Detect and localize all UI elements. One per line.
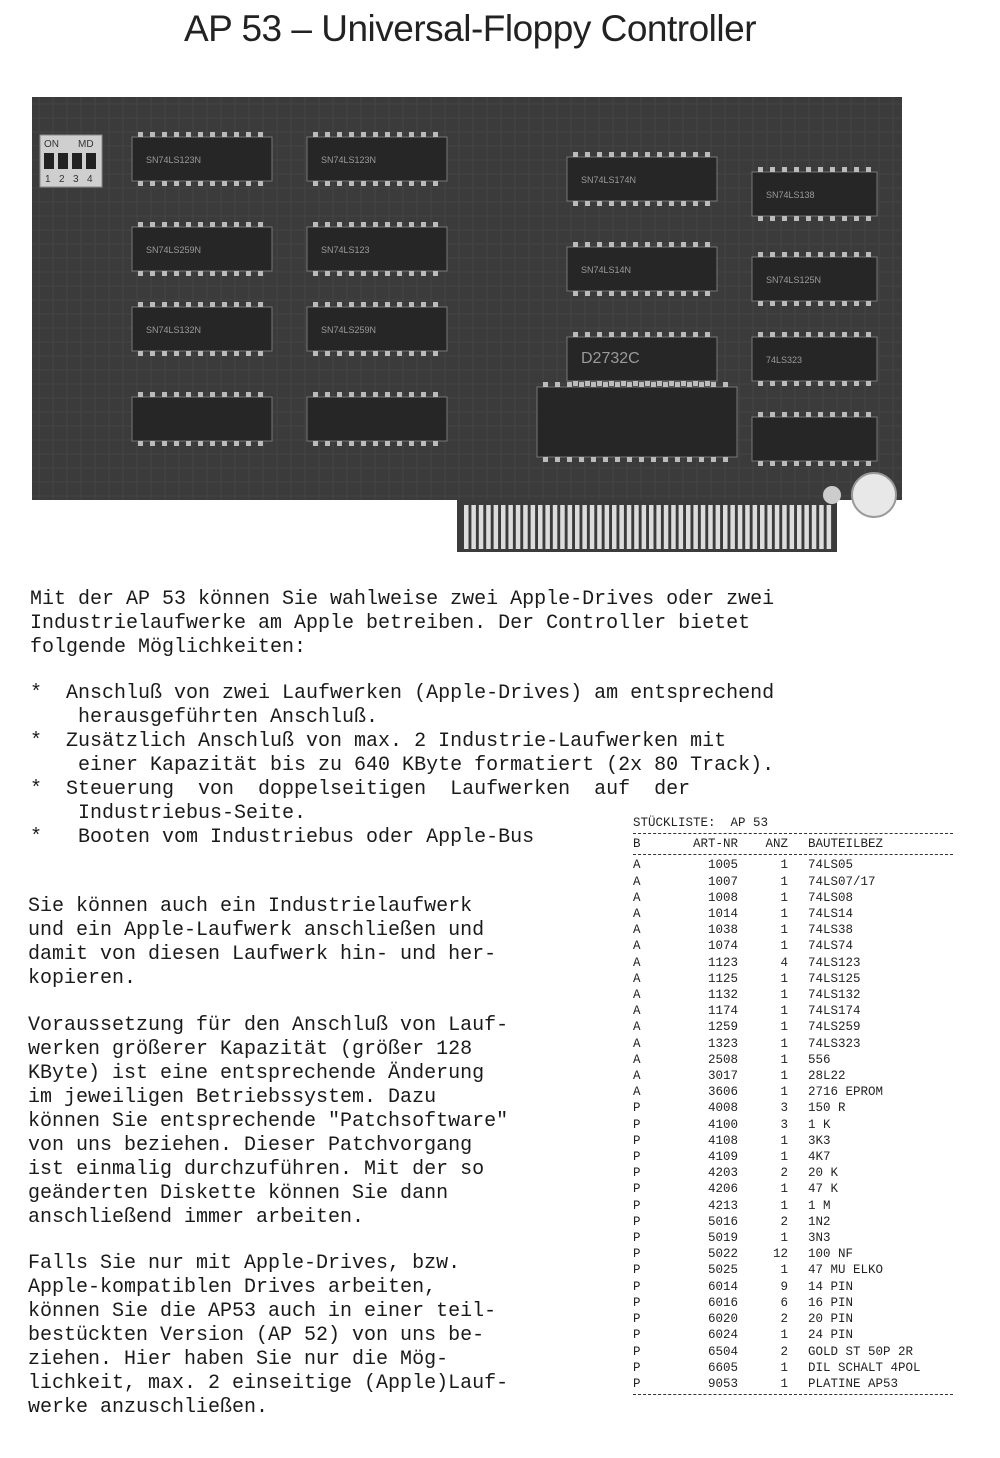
part-group: P <box>633 1198 641 1213</box>
part-group: A <box>633 939 641 954</box>
part-quantity: 1 <box>780 907 788 922</box>
edge-connector-finger <box>619 505 624 549</box>
ic-chip <box>132 132 272 186</box>
part-quantity: 1 <box>780 1231 788 1246</box>
edge-connector-finger <box>568 505 573 549</box>
part-description: 74LS07/17 <box>808 874 876 889</box>
table-row <box>633 922 953 938</box>
edge-connector-finger <box>686 505 691 549</box>
part-group: A <box>633 890 641 905</box>
part-article-number: 5016 <box>707 1214 738 1229</box>
part-quantity: 1 <box>780 1036 788 1051</box>
edge-connector-finger <box>753 505 758 549</box>
ic-chip <box>752 252 877 306</box>
part-quantity: 3 <box>780 1117 788 1132</box>
edge-connector-finger <box>656 505 661 549</box>
part-article-number: 1005 <box>707 858 738 873</box>
dip-label-1: 1 <box>45 174 51 185</box>
chip-label: SN74LS259N <box>146 245 202 255</box>
table-row <box>633 971 953 987</box>
part-group: P <box>633 1150 641 1165</box>
part-group: P <box>633 1231 641 1246</box>
table-row <box>633 1360 953 1376</box>
part-article-number: 3606 <box>707 1085 738 1100</box>
part-quantity: 1 <box>780 1085 788 1100</box>
part-article-number: 5022 <box>707 1247 738 1262</box>
edge-connector-finger <box>693 505 698 549</box>
edge-connector-finger <box>508 505 513 549</box>
ic-chip <box>752 412 877 466</box>
chip-label: SN74LS125N <box>766 275 822 285</box>
part-article-number: 1014 <box>707 907 738 922</box>
edge-connector-finger <box>560 505 565 549</box>
edge-connector-finger <box>812 505 817 549</box>
part-article-number: 1132 <box>707 988 738 1003</box>
part-article-number: 4206 <box>707 1182 738 1197</box>
table-row <box>633 1344 953 1360</box>
chip-label: SN74LS132N <box>146 325 202 335</box>
part-description: 16 PIN <box>808 1295 854 1310</box>
edge-connector-finger <box>486 505 491 549</box>
part-description: 74LS123 <box>808 955 861 970</box>
part-quantity: 2 <box>780 1166 788 1181</box>
chip-label: SN74LS174N <box>581 175 637 185</box>
part-quantity: 2 <box>780 1344 788 1359</box>
dip-label-on: ON <box>44 139 59 150</box>
part-group: P <box>633 1166 641 1181</box>
dip-label-md: MD <box>78 139 94 150</box>
part-article-number: 3017 <box>707 1069 738 1084</box>
part-article-number: 4108 <box>707 1133 738 1148</box>
part-article-number: 1323 <box>707 1036 738 1051</box>
part-group: P <box>633 1328 641 1343</box>
ic-chip <box>132 222 272 276</box>
part-group: A <box>633 988 641 1003</box>
table-row <box>633 874 953 890</box>
table-row <box>633 1003 953 1019</box>
part-article-number: 6024 <box>707 1328 738 1343</box>
part-description: 47 MU ELKO <box>808 1263 884 1278</box>
edge-connector-finger <box>553 505 558 549</box>
part-group: A <box>633 858 641 873</box>
part-description: 24 PIN <box>808 1328 854 1343</box>
part-quantity: 1 <box>780 874 788 889</box>
part-quantity: 2 <box>780 1312 788 1327</box>
part-quantity: 1 <box>780 939 788 954</box>
part-description: 74LS323 <box>808 1036 861 1051</box>
chip-label: SN74LS259N <box>321 325 377 335</box>
part-quantity: 4 <box>780 955 788 970</box>
part-group: A <box>633 1036 641 1051</box>
part-description: 2716 EPROM <box>808 1085 884 1100</box>
part-quantity: 1 <box>780 971 788 986</box>
dip-label-3: 3 <box>73 174 79 185</box>
part-quantity: 9 <box>780 1279 788 1294</box>
table-row <box>633 1052 953 1068</box>
edge-connector-finger <box>634 505 639 549</box>
edge-connector-finger <box>582 505 587 549</box>
part-article-number: 1007 <box>707 874 738 889</box>
part-article-number: 1074 <box>707 939 738 954</box>
edge-connector-finger <box>760 505 765 549</box>
edge-connector-finger <box>797 505 802 549</box>
part-quantity: 2 <box>780 1214 788 1229</box>
edge-connector-finger <box>531 505 536 549</box>
part-group: A <box>633 1004 641 1019</box>
table-row <box>633 1165 953 1181</box>
part-description: 3N3 <box>808 1231 831 1246</box>
ic-chip <box>132 392 272 446</box>
edge-connector-finger <box>767 505 772 549</box>
part-group: A <box>633 923 641 938</box>
part-article-number: 1174 <box>707 1004 738 1019</box>
edge-connector-finger <box>494 505 499 549</box>
part-quantity: 12 <box>772 1247 788 1262</box>
part-quantity: 1 <box>780 1198 788 1213</box>
part-article-number: 6605 <box>707 1360 738 1375</box>
chip-label: SN74LS138 <box>766 190 815 200</box>
edge-connector-finger <box>516 505 521 549</box>
chip-label: SN74LS123 <box>321 245 370 255</box>
part-quantity: 1 <box>780 890 788 905</box>
part-quantity: 1 <box>780 923 788 938</box>
part-quantity: 1 <box>780 1069 788 1084</box>
feature-list: * Anschluß von zwei Laufwerken (Apple-Drives) am entsprechend herausgeführten Anschluß. * Zusätzlich Anschluß von max. 2 Industrie-Laufwerken mit einer Kapazität bis zu 640 KByte formatiert (2x 80 Track). * Steuerung von doppelseitigen Laufwerken auf der Industriebus-Seite. * Booten vom Industriebus oder Apple-Bus <box>30 682 775 849</box>
part-description: 74LS259 <box>808 1020 861 1035</box>
part-article-number: 4109 <box>707 1150 738 1165</box>
edge-connector-finger <box>827 505 832 549</box>
table-row <box>633 890 953 906</box>
part-group: P <box>633 1344 641 1359</box>
part-article-number: 6014 <box>707 1279 738 1294</box>
edge-connector-finger <box>745 505 750 549</box>
edge-connector-finger <box>730 505 735 549</box>
part-article-number: 4213 <box>707 1198 738 1213</box>
ic-chip <box>307 132 447 186</box>
circuit-board-photo <box>32 97 902 500</box>
edge-connector-finger <box>723 505 728 549</box>
part-description: 1 M <box>808 1198 831 1213</box>
part-group: P <box>633 1376 641 1391</box>
chip-label: 74LS323 <box>766 355 803 365</box>
parts-list-rows <box>633 857 953 1392</box>
part-description: 556 <box>808 1052 831 1067</box>
edge-connector-finger <box>501 505 506 549</box>
table-row <box>633 1019 953 1035</box>
ic-chip <box>132 302 272 356</box>
part-group: A <box>633 907 641 922</box>
edge-connector-finger <box>790 505 795 549</box>
edge-connector-finger <box>782 505 787 549</box>
ic-chip <box>752 332 877 386</box>
table-row <box>633 1149 953 1165</box>
edge-connector-finger <box>538 505 543 549</box>
edge-connector-finger <box>775 505 780 549</box>
part-article-number: 5019 <box>707 1231 738 1246</box>
chip-label: D2732C <box>581 350 640 367</box>
edge-connector-finger <box>804 505 809 549</box>
part-description: GOLD ST 50P 2R <box>808 1344 914 1359</box>
part-description: 1 K <box>808 1117 831 1132</box>
part-quantity: 1 <box>780 1263 788 1278</box>
edge-connector-finger <box>671 505 676 549</box>
part-group: A <box>633 1020 641 1035</box>
paragraph-apple-drives: Falls Sie nur mit Apple-Drives, bzw. Apple-kompatiblen Drives arbeiten, können Sie die AP53 auch in einer teil- bestückten Version (AP 52) von uns be- ziehen. Hier haben Sie nur die Mög- lichkeit, max. 2 einseitige (Apple)Lauf- werke anzuschließen. <box>28 1252 509 1419</box>
part-description: 1N2 <box>808 1214 831 1229</box>
part-quantity: 1 <box>780 1004 788 1019</box>
ic-chip <box>307 302 447 356</box>
ic-chip <box>567 332 717 386</box>
edge-connector-finger <box>464 505 469 549</box>
part-quantity: 1 <box>780 1052 788 1067</box>
edge-connector-finger <box>612 505 617 549</box>
table-row <box>633 938 953 954</box>
edge-connector-finger <box>575 505 580 549</box>
part-description: 4K7 <box>808 1150 831 1165</box>
part-quantity: 1 <box>780 1133 788 1148</box>
table-row <box>633 1117 953 1133</box>
part-group: P <box>633 1101 641 1116</box>
ic-chip <box>307 392 447 446</box>
table-row <box>633 1100 953 1116</box>
page-title: AP 53 – Universal-Floppy Controller <box>183 8 757 49</box>
edge-connector-finger <box>545 505 550 549</box>
part-group: P <box>633 1295 641 1310</box>
part-group: A <box>633 1085 641 1100</box>
chip-label: SN74LS123N <box>146 155 202 165</box>
part-group: P <box>633 1360 641 1375</box>
table-row <box>633 1181 953 1197</box>
part-group: P <box>633 1214 641 1229</box>
part-description: 100 NF <box>808 1247 854 1262</box>
part-group: A <box>633 874 641 889</box>
part-description: 74LS38 <box>808 923 854 938</box>
part-quantity: 1 <box>780 988 788 1003</box>
part-description: 47 K <box>808 1182 839 1197</box>
part-description: PLATINE AP53 <box>808 1376 899 1391</box>
part-description: 150 R <box>808 1101 846 1116</box>
chip-label: SN74LS14N <box>581 265 632 275</box>
part-article-number: 5025 <box>707 1263 738 1278</box>
table-row <box>633 1295 953 1311</box>
part-group: A <box>633 1052 641 1067</box>
part-description: 20 PIN <box>808 1312 854 1327</box>
part-group: A <box>633 955 641 970</box>
edge-connector-finger <box>605 505 610 549</box>
edge-connector-finger <box>679 505 684 549</box>
part-article-number: 6020 <box>707 1312 738 1327</box>
parts-list-header <box>633 836 953 852</box>
part-description: 14 PIN <box>808 1279 854 1294</box>
edge-connector-finger <box>590 505 595 549</box>
edge-connector-finger <box>819 505 824 549</box>
part-article-number: 4203 <box>707 1166 738 1181</box>
table-row <box>633 1230 953 1246</box>
chip-label: SN74LS123N <box>321 155 377 165</box>
part-article-number: 1259 <box>707 1020 738 1035</box>
part-description: 3K3 <box>808 1133 831 1148</box>
part-group: P <box>633 1182 641 1197</box>
part-article-number: 6504 <box>707 1344 738 1359</box>
column-header-b: B <box>633 837 641 852</box>
paragraph-laufwerk-kopieren: Sie können auch ein Industrielaufwerk und ein Apple-Laufwerk anschließen und damit von diesen Laufwerk hin- und her- kopieren. <box>28 895 497 990</box>
dip-label-4: 4 <box>87 174 93 185</box>
parts-list <box>633 815 953 1397</box>
part-description: 74LS08 <box>808 890 854 905</box>
edge-connector-finger <box>597 505 602 549</box>
table-row <box>633 857 953 873</box>
ic-chip <box>307 222 447 276</box>
part-article-number: 1123 <box>707 955 738 970</box>
table-row <box>633 1262 953 1278</box>
part-description: 74LS125 <box>808 971 861 986</box>
ic-chip <box>752 167 877 221</box>
table-row <box>633 987 953 1003</box>
edge-connector-finger <box>523 505 528 549</box>
part-quantity: 1 <box>780 1360 788 1375</box>
column-header-art-nr: ART-NR <box>692 837 738 852</box>
part-description: 28L22 <box>808 1069 846 1084</box>
part-description: DIL SCHALT 4POL <box>808 1360 921 1375</box>
table-row <box>633 906 953 922</box>
part-description: 74LS05 <box>808 858 854 873</box>
part-group: P <box>633 1279 641 1294</box>
table-row <box>633 1279 953 1295</box>
edge-connector-finger <box>471 505 476 549</box>
edge-connector-finger <box>627 505 632 549</box>
divider <box>633 854 953 855</box>
column-header-bauteilbez: BAUTEILBEZ <box>808 837 884 852</box>
table-row <box>633 1246 953 1262</box>
table-row <box>633 1133 953 1149</box>
part-group: P <box>633 1117 641 1132</box>
part-description: 20 K <box>808 1166 839 1181</box>
part-article-number: 2508 <box>707 1052 738 1067</box>
part-group: P <box>633 1263 641 1278</box>
part-quantity: 1 <box>780 858 788 873</box>
table-row <box>633 1327 953 1343</box>
edge-connector-finger <box>649 505 654 549</box>
part-group: A <box>633 1069 641 1084</box>
part-quantity: 1 <box>780 1182 788 1197</box>
part-article-number: 1008 <box>707 890 738 905</box>
table-row <box>633 1198 953 1214</box>
edge-connector-finger <box>664 505 669 549</box>
part-article-number: 4100 <box>707 1117 738 1132</box>
edge-connector-finger <box>642 505 647 549</box>
part-description: 74LS74 <box>808 939 854 954</box>
table-row <box>633 1376 953 1392</box>
ic-chip <box>537 382 737 462</box>
divider <box>633 833 953 834</box>
part-quantity: 1 <box>780 1020 788 1035</box>
column-header-anz: ANZ <box>765 837 788 852</box>
parts-list-heading: STÜCKLISTE: AP 53 <box>633 816 769 830</box>
part-group: P <box>633 1247 641 1262</box>
table-row <box>633 1084 953 1100</box>
ic-chip <box>567 152 717 206</box>
intro-text: Mit der AP 53 können Sie wahlweise zwei Apple-Drives oder zwei Industrielaufwerke am Apple betreiben. Der Controller bietet folgende Möglichkeiten: <box>30 588 775 659</box>
part-group: A <box>633 971 641 986</box>
table-row <box>633 955 953 971</box>
table-row <box>633 1068 953 1084</box>
paragraph-voraussetzung: Voraussetzung für den Anschluß von Lauf- werken größerer Kapazität (größer 128 KByte) ist eine entsprechende Änderung im jeweiligen Betriebssystem. Dazu können Sie entsprechende "Patchsoftware" von uns beziehen. Dieser Patchvorgang ist einmalig durchzuführen. Mit der so geänderten Diskette können Sie dann anschließend immer arbeiten. <box>28 1014 509 1229</box>
part-article-number: 1125 <box>707 971 738 986</box>
edge-connector-finger <box>716 505 721 549</box>
part-group: P <box>633 1133 641 1148</box>
part-quantity: 3 <box>780 1101 788 1116</box>
part-quantity: 1 <box>780 1328 788 1343</box>
part-article-number: 4008 <box>707 1101 738 1116</box>
part-description: 74LS132 <box>808 988 861 1003</box>
part-quantity: 1 <box>780 1376 788 1391</box>
table-row <box>633 1036 953 1052</box>
table-row <box>633 1311 953 1327</box>
part-quantity: 6 <box>780 1295 788 1310</box>
dip-label-2: 2 <box>59 174 65 185</box>
part-article-number: 9053 <box>707 1376 738 1391</box>
ic-chip <box>567 242 717 296</box>
edge-connector-finger <box>708 505 713 549</box>
table-row <box>633 1214 953 1230</box>
edge-connector-finger <box>701 505 706 549</box>
part-article-number: 6016 <box>707 1295 738 1310</box>
part-group: P <box>633 1312 641 1327</box>
edge-connector-finger <box>738 505 743 549</box>
divider <box>633 1394 953 1395</box>
part-article-number: 1038 <box>707 923 738 938</box>
part-description: 74LS14 <box>808 907 854 922</box>
edge-connector-finger <box>479 505 484 549</box>
part-description: 74LS174 <box>808 1004 861 1019</box>
part-quantity: 1 <box>780 1150 788 1165</box>
